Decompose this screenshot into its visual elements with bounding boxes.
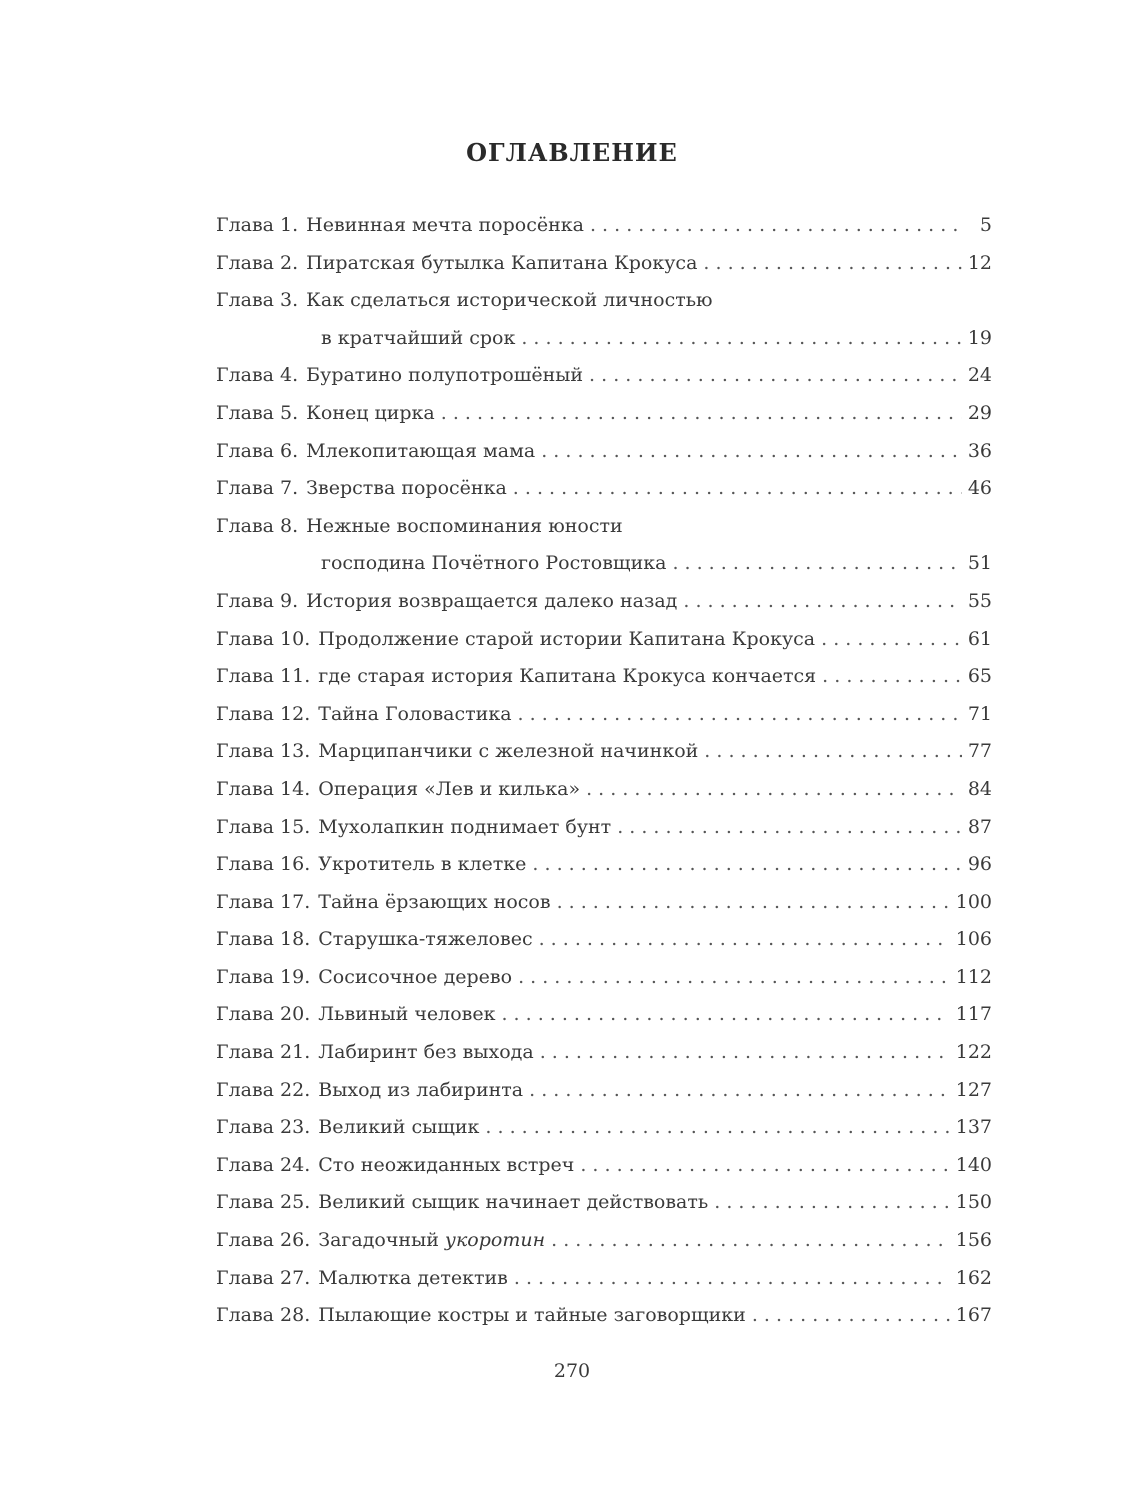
chapter-title-text: Тайна ёрзающих носов [318,890,551,913]
chapter-page: 96 [967,853,992,876]
chapter-label: Глава 16. [216,853,311,876]
chapter-label: Глава 27. [216,1266,311,1289]
toc-entry [216,959,992,997]
chapter-page: 24 [967,364,992,387]
chapter-title [318,733,698,771]
toc-entry [216,545,992,583]
chapter-label: Глава 22. [216,1078,311,1101]
dot-leader [557,884,950,922]
toc-entry [216,1260,992,1298]
chapter-title [318,921,532,959]
chapter-title [318,771,580,809]
chapter-title [318,1260,508,1298]
chapter-title-text: Как сделаться исторической личностью [306,289,713,312]
chapter-label: Глава 25. [216,1191,311,1214]
dot-leader [514,1260,950,1298]
chapter-title [318,846,526,884]
toc-entry [216,395,992,433]
chapter-title-text: в кратчайший срок [321,326,516,349]
toc-entry [216,658,992,696]
toc-entry [216,696,992,734]
chapter-title [318,1222,545,1260]
dot-leader [590,207,966,245]
chapter-label: Глава 4. [216,364,299,387]
dot-leader [518,959,950,997]
chapter-title [306,357,583,395]
chapter-title [321,545,666,583]
chapter-title [318,696,511,734]
chapter-label: Глава 19. [216,965,311,988]
chapter-title-text: Зверства поросёнка [306,477,507,500]
toc-entry [216,470,992,508]
chapter-title [318,1109,479,1147]
toc-entry [216,1184,992,1222]
chapter-title-text: Сосисочное дерево [318,965,513,988]
chapter-page: 36 [967,439,992,462]
chapter-page: 140 [955,1153,992,1176]
chapter-page: 162 [955,1266,992,1289]
chapter-title-text: Укротитель в клетке [318,853,527,876]
chapter-page: 112 [955,965,992,988]
chapter-title-text: Выход из лабиринта [318,1078,524,1101]
chapter-title [306,395,435,433]
chapter-title-text: Продолжение старой истории Капитана Крокуса [318,627,816,650]
chapter-page: 167 [955,1304,992,1327]
chapter-page: 51 [967,552,992,575]
dot-leader [521,320,961,358]
chapter-title [318,884,550,922]
chapter-label: Глава 9. [216,589,299,612]
dot-leader [821,621,962,659]
toc-entry [216,1297,992,1335]
dot-leader [529,1072,950,1110]
toc-entry [216,621,992,659]
toc-entry [216,282,992,320]
chapter-title-text: Мухолапкин поднимает бунт [318,815,612,838]
toc-entry [216,921,992,959]
chapter-page: 65 [967,665,992,688]
chapter-title [318,1297,746,1335]
chapter-title [306,508,623,546]
dot-leader [704,733,962,771]
chapter-label: Глава 14. [216,777,311,800]
toc-entry [216,1034,992,1072]
toc-entry [216,1147,992,1185]
toc-entry [216,245,992,283]
chapter-label: Глава 8. [216,514,299,537]
chapter-title-text: Конец цирка [306,401,435,424]
chapter-label: Глава 3. [216,289,299,312]
chapter-title [306,282,712,320]
chapter-title-text: Марципанчики с железной начинкой [318,740,699,763]
chapter-label: Глава 23. [216,1116,311,1139]
toc-entry [216,1222,992,1260]
chapter-title-text: Невинная мечта поросёнка [306,214,584,236]
chapter-page: 156 [955,1229,992,1252]
chapter-title-text: Операция «Лев и килька» [318,777,581,800]
chapter-title-text: Нежные воспоминания юности [306,514,623,537]
chapter-title-text: Пылающие костры и тайные заговорщики [318,1304,746,1327]
chapter-title [318,621,815,659]
chapter-label: Глава 18. [216,928,311,951]
toc-entry [216,884,992,922]
dot-leader [589,357,962,395]
chapter-page: 12 [967,251,992,274]
chapter-label: Глава 5. [216,401,299,424]
chapter-title-text: Малютка детектив [318,1266,508,1289]
dot-leader [532,846,961,884]
chapter-page: 137 [955,1116,992,1139]
chapter-title-text: Млекопитающая мама [306,439,536,462]
dot-leader [703,245,961,283]
chapter-label: Глава 20. [216,1003,311,1026]
chapter-label: Глава 26. [216,1229,311,1252]
chapter-page: 87 [967,815,992,838]
chapter-title [318,658,816,696]
chapter-page: 19 [967,326,992,349]
chapter-page: 106 [955,928,992,951]
chapter-page: 55 [967,589,992,612]
chapter-label: Глава 2. [216,251,299,274]
dot-leader [752,1297,950,1335]
dot-leader [501,996,949,1034]
chapter-page: 84 [967,777,992,800]
chapter-label: Глава 28. [216,1304,311,1327]
dot-leader [539,921,950,959]
chapter-title [306,583,677,621]
dot-leader [683,583,961,621]
dot-leader [551,1222,950,1260]
toc-entry [216,207,992,245]
chapter-label: Глава 17. [216,890,311,913]
chapter-page: 29 [967,401,992,424]
chapter-title [306,207,584,245]
chapter-title [306,433,535,471]
dot-leader [541,433,962,471]
chapter-title-text: Великий сыщик [318,1116,480,1139]
chapter-label: Глава 13. [216,740,311,763]
chapter-title [318,809,611,847]
dot-leader [441,395,962,433]
chapter-page: 127 [955,1078,992,1101]
dot-leader [714,1184,950,1222]
chapter-label: Глава 21. [216,1041,311,1064]
chapter-title-text: Старушка-тяжеловес [318,928,533,951]
toc-entry [216,733,992,771]
chapter-title-text: Лабиринт без выхода [318,1041,534,1064]
chapter-page: 150 [955,1191,992,1214]
chapter-label: Глава 24. [216,1153,311,1176]
chapter-title [318,1034,533,1072]
chapter-title [318,1072,523,1110]
chapter-title [318,959,512,997]
chapter-label: Глава 1. [216,214,299,236]
page-number: 270 [553,1360,591,1382]
chapter-title [306,245,697,283]
table-of-contents [216,207,992,1335]
chapter-page: 46 [967,477,992,500]
dot-leader [586,771,962,809]
chapter-title-text: где старая история Капитана Крокуса кончается [318,665,817,688]
chapter-page: 5 [979,214,992,236]
chapter-page: 71 [967,702,992,725]
chapter-title [318,1184,708,1222]
chapter-title-text: Пиратская бутылка Капитана Крокуса [306,251,698,274]
dot-leader [518,696,962,734]
toc-entry [216,508,992,546]
chapter-title [318,996,495,1034]
dot-leader [672,545,961,583]
chapter-title [318,1147,574,1185]
chapter-title-text: Тайна Головастика [318,702,512,725]
toc-entry [216,996,992,1034]
chapter-label: Глава 11. [216,665,311,688]
dot-leader [617,809,962,847]
chapter-label: Глава 10. [216,627,311,650]
chapter-page: 61 [967,627,992,650]
dot-leader [822,658,962,696]
chapter-title-text: Великий сыщик начинает действовать [318,1191,709,1214]
toc-entry [216,357,992,395]
chapter-page: 77 [967,740,992,763]
chapter-title-text: История возвращается далеко назад [306,589,678,612]
dot-leader [513,470,962,508]
chapter-page: 100 [955,890,992,913]
chapter-title-text: Буратино полупотрошёный [306,364,584,387]
page-title: ОГЛАВЛЕНИЕ [466,138,678,167]
chapter-title [306,470,507,508]
toc-entry [216,1072,992,1110]
chapter-title [321,320,515,358]
chapter-title-italic: укоротин [444,1229,546,1252]
chapter-title-text: Загадочный [318,1229,439,1252]
chapter-label: Глава 6. [216,439,299,462]
dot-leader [485,1109,949,1147]
chapter-title-text: Сто неожиданных встреч [318,1153,575,1176]
chapter-label: Глава 15. [216,815,311,838]
toc-entry [216,809,992,847]
toc-entry [216,1109,992,1147]
chapter-page: 122 [955,1041,992,1064]
chapter-title-text: Львиный человек [318,1003,496,1026]
toc-entry [216,433,992,471]
toc-entry [216,320,992,358]
toc-entry [216,846,992,884]
chapter-label: Глава 7. [216,477,299,500]
dot-leader [580,1147,949,1185]
chapter-title-text: господина Почётного Ростовщика [321,552,667,575]
toc-entry [216,771,992,809]
toc-entry [216,583,992,621]
chapter-page: 117 [955,1003,992,1026]
dot-leader [540,1034,950,1072]
chapter-label: Глава 12. [216,702,311,725]
